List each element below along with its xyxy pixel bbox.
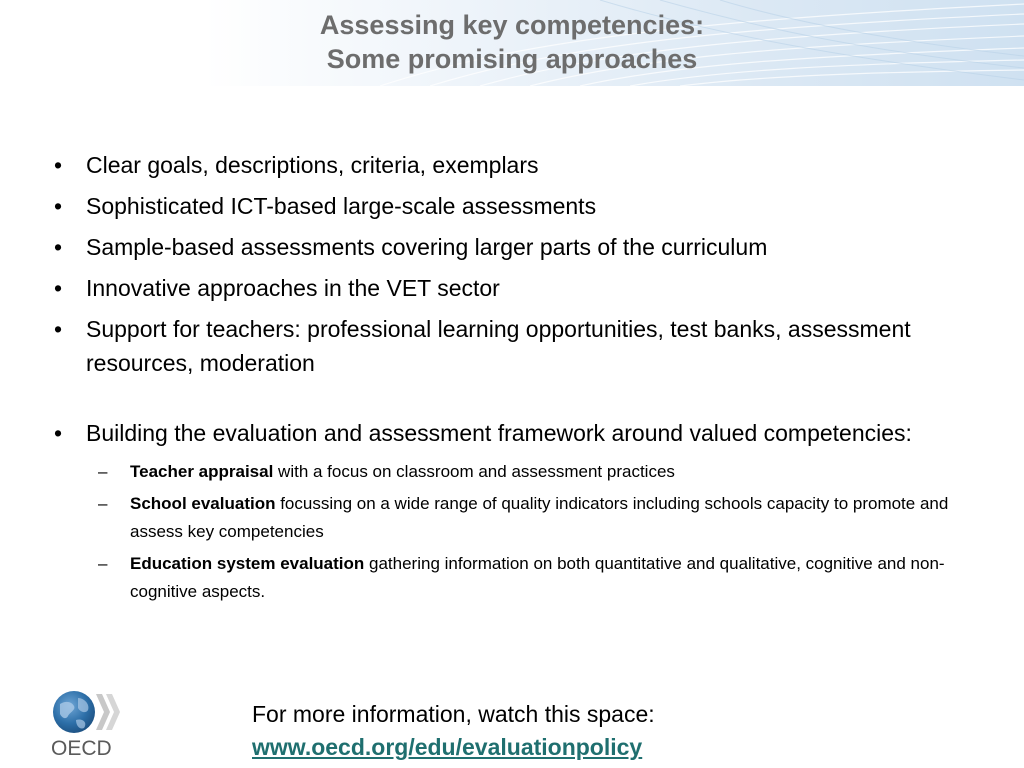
- sub-bullet-list: [86, 458, 988, 606]
- bullet-text: Building the evaluation and assessment framework around valued competencies:: [86, 420, 912, 446]
- bullet-marker: •: [54, 152, 63, 178]
- sub-bullet-item: [86, 550, 988, 606]
- title-line-1: Assessing key competencies:: [319, 10, 705, 40]
- bullet-marker: •: [54, 234, 63, 260]
- bullet-text: Sophisticated ICT-based large-scale assessments: [86, 193, 597, 219]
- oecd-globe-logo-icon: [50, 690, 122, 758]
- bullet-text: Sample-based assessments covering larger parts of the curriculum: [86, 234, 768, 260]
- bullet-item: [48, 271, 988, 305]
- slide-title: [0, 8, 1024, 76]
- bullet-list: [48, 148, 988, 613]
- sub-bullet-item: [86, 458, 988, 486]
- bullet-item-framework: [48, 416, 988, 606]
- footer-link[interactable]: www.oecd.org/edu/evaluationpolicy: [252, 734, 643, 760]
- sub-bullet-bold: School evaluation: [130, 494, 276, 513]
- oecd-logo: [50, 690, 122, 758]
- oecd-logo-text: OECD: [51, 737, 112, 758]
- title-line-2: Some promising approaches: [326, 44, 698, 74]
- sub-bullet-text: gathering information on both quantitative and qualitative, cognitive and non-cognitive aspects.: [130, 554, 945, 601]
- bullet-item: [48, 312, 988, 380]
- bullet-item: [48, 148, 988, 182]
- bullet-marker: •: [54, 316, 63, 342]
- sub-bullet-bold: Education system evaluation: [130, 554, 365, 573]
- dash-marker: –: [98, 462, 108, 481]
- dash-marker: –: [98, 554, 108, 573]
- sub-bullet-text: with a focus on classroom and assessment practices: [273, 462, 675, 481]
- bullet-text: Innovative approaches in the VET sector: [86, 275, 500, 301]
- bullet-marker: •: [54, 275, 63, 301]
- bullet-marker: •: [54, 193, 63, 219]
- sub-bullet-item: [86, 490, 988, 546]
- bullet-text: Clear goals, descriptions, criteria, exemplars: [86, 152, 539, 178]
- sub-bullet-text: focussing on a wide range of quality indicators including schools capacity to promote and assess key competencies: [130, 494, 949, 541]
- footer: [252, 698, 655, 764]
- footer-text: For more information, watch this space:: [252, 701, 655, 727]
- dash-marker: –: [98, 494, 108, 513]
- bullet-item: [48, 189, 988, 223]
- bullet-text: Support for teachers: professional learning opportunities, test banks, assessment resources, moderation: [86, 316, 911, 376]
- sub-bullet-bold: Teacher appraisal: [130, 462, 274, 481]
- bullet-item: [48, 230, 988, 264]
- bullet-marker: •: [54, 420, 63, 446]
